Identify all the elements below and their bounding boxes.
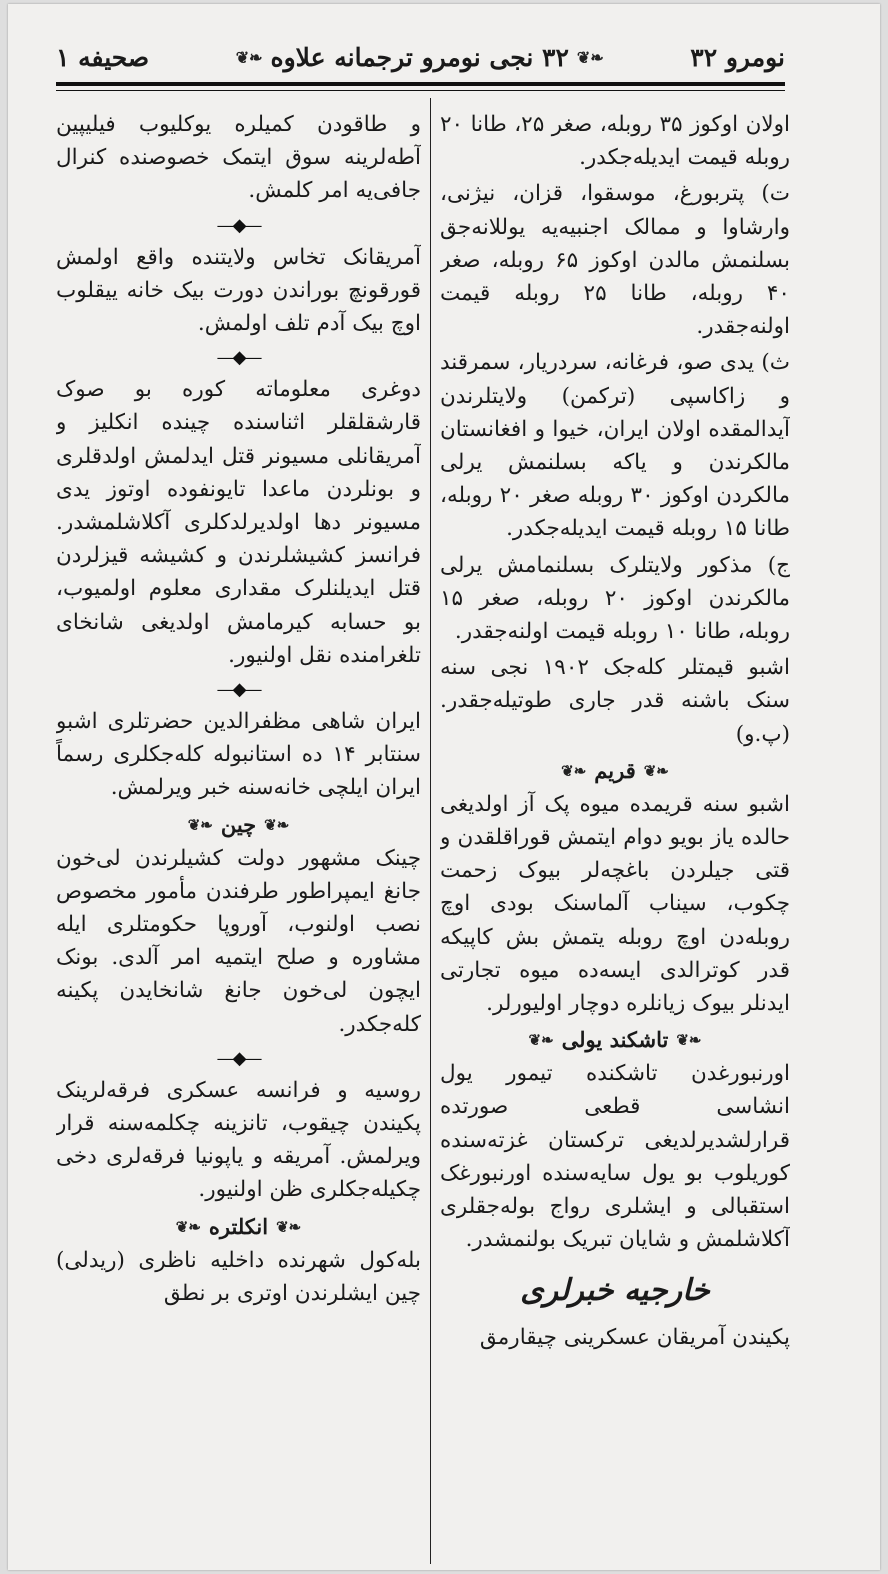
header-title-group (236, 43, 604, 72)
diamond-separator-icon: —◆— (216, 1047, 261, 1069)
section-heading (440, 754, 790, 788)
section-heading (440, 1023, 790, 1057)
paragraph: روسیه و فرانسه عسکری فرقه‌لرینک پکیندن چیقوب، تانزینه چکلمه‌سنه قرار ویرلمش. آمریقه و یاپونیا فرقه‌لری دخی چکیله‌جکلری ظن اولنیور. (56, 1077, 421, 1203)
header-rule-thin (56, 90, 785, 91)
paragraph: دوغری معلوماته کوره بو صوک قارشقلقلر اثناسنده چینده انکلیز و آمریقانلی مسیونر قتل ایدلمش اولدقلری و بونلردن ماعدا تایونفوده اوتوز یدی مسیونر دها اولدیرلدکلری آکلاشلمشدر. فرانسز کشیشلرندن و کشیشه قیزلردن قتل ایدیلنلرک مقداری معلوم اولمیوب، بو حسابه کیرمامش اولدیغی شانخای تلغرامنده نقل اولنیور. (56, 377, 421, 668)
paragraph: ج) مذکور ولایتلرک بسلنمامش یرلی مالکرندن اوکوز ۲۰ روبله، صغر ۱۵ روبله، طانا ۱۰ روبله قیمت اولنه‌جقدر. (440, 552, 790, 645)
paragraph: ایران شاهی مظفرالدین حضرتلری اشبو سنتابر ۱۴ ده استانبوله کله‌جکلری رسماً ایران ایلچی خانه‌سنه خبر ویرلمش. (56, 709, 421, 801)
fleuron-icon: ❦❧ (676, 1031, 702, 1050)
fleuron-icon: ❦❧ (576, 47, 604, 67)
page-number: صحیفه ۱ (56, 42, 150, 72)
section-title: چین (220, 811, 257, 837)
fleuron-icon: ❦❧ (276, 1217, 302, 1236)
diamond-separator-icon: —◆— (216, 679, 261, 701)
section-title: تاشکند یولی (561, 1027, 669, 1053)
section-heading (56, 1210, 421, 1244)
left-column (56, 108, 421, 1568)
paragraph: اولان اوکوز ۳۵ روبله، صغر ۲۵، طانا ۲۰ روبله قیمت ایدیله‌جکدر. (440, 112, 790, 171)
page-header (56, 34, 785, 80)
fleuron-icon: ❦❧ (264, 815, 290, 834)
section-title: قریم (594, 757, 636, 783)
paragraph: ت) پتربورغ، موسقوا، قزان، نیژنی، وارشاوا و ممالک اجنبیه‌یه یوللانه‌جق بسلنمش مالدن اوکوز ۶۵ روبله، صغر ۴۰ روبله، طانا ۲۵ روبله قیمت اولنه‌جقدر. (440, 181, 790, 340)
fleuron-icon: ❦❧ (561, 761, 587, 780)
diamond-separator-icon: —◆— (216, 214, 261, 236)
fleuron-icon: ❦❧ (235, 47, 263, 67)
paragraph: اورنبورغدن تاشکنده تیمور یول انشاسی قطعی صورتده قرارلشدیرلدیغی ترکستان غزته‌سنده کوریلوب بو یول سایه‌سنده اورنبورغک استقبالی و ایشلری رواج بوله‌جقلری آکلاشلمش و شایان تبریک بولنمشدر. (440, 1061, 790, 1253)
issue-number: نومرو ۳۲ (690, 42, 785, 72)
paragraph: چینک مشهور دولت کشیلرندن لی‌خون جانغ ایمپراطور طرفندن مأمور مخصوص نصب اولنوب، آوروپا حکومتلری ایله مشاوره و صلح ایتمیه امر آلدی. بونک ایچون لی‌خون جانغ شانخایدن پکینه کله‌جکدر. (56, 845, 421, 1037)
column-divider (430, 98, 431, 1564)
paragraph: اشبو سنه قریمده میوه پک آز اولدیغی حالده یاز بویو دوام ایتمش قوراقلقدن و قتی جیلردن باغچه‌لر بیوک زحمت چکوب، سیناب آلماسنک بودی اوچ روبله‌دن اوچ روبله یتمش بش کاپیکه قدر کوترالدی ایسه‌ده میوه تجارتی ایدنلر بیوک زیانلره دوچار اولیورلر. (440, 791, 790, 1017)
paragraph: پکیندن آمریقان عسکرینی چیقارمق (479, 1324, 790, 1350)
section-heading (56, 808, 421, 842)
paragraph: و طاقودن کمیلره یوکلیوب فیلیپین آطه‌لرینه سوق ایتمک خصوصنده کنرال جافی‌یه امر کلمش. (56, 112, 421, 204)
diamond-separator-icon: —◆— (216, 347, 261, 369)
paragraph: بله‌کول شهرنده داخلیه ناظری (ریدلی) چین ایشلرندن اوتری بر نطق (56, 1247, 421, 1306)
paragraph: آمریقانک تخاس ولایتنده واقع اولمش قورقونچ بوراندن دورت بیک خانه ییقلوب اوچ بیک آدم تلف اولمش. (56, 244, 421, 337)
right-column (440, 108, 790, 1568)
fleuron-icon: ❦❧ (175, 1217, 201, 1236)
newspaper-page (8, 4, 880, 1570)
header-rule-thick (56, 82, 785, 86)
fleuron-icon: ❦❧ (187, 815, 213, 834)
fleuron-icon: ❦❧ (643, 761, 669, 780)
section-title: انکلتره (208, 1213, 269, 1239)
paragraph: ث) یدی صو، فرغانه، سردریار، سمرقند و زاکاسپی (ترکمن) ولایتلرندن آیدالمقده اولان ایران، خیوا و افغانستان مالکرندن و یاکه بسلنمش یرلی مالکردن اوکوز ۳۰ روبله صغر ۲۰ روبله، طانا ۱۵ روبله قیمت ایدیله‌جکدر. (440, 350, 790, 542)
header-title: ۳۲ نجی نومرو ترجمانه علاوه (270, 42, 569, 72)
paragraph: اشبو قیمتلر کله‌جک ۱۹۰۲ نجی سنه سنک باشنه قدر جاری طوتیله‌جقدر. (پ.و) (440, 655, 790, 747)
foreign-news-title: خارجیه خبرلری (520, 1272, 710, 1308)
fleuron-icon: ❦❧ (528, 1031, 554, 1050)
